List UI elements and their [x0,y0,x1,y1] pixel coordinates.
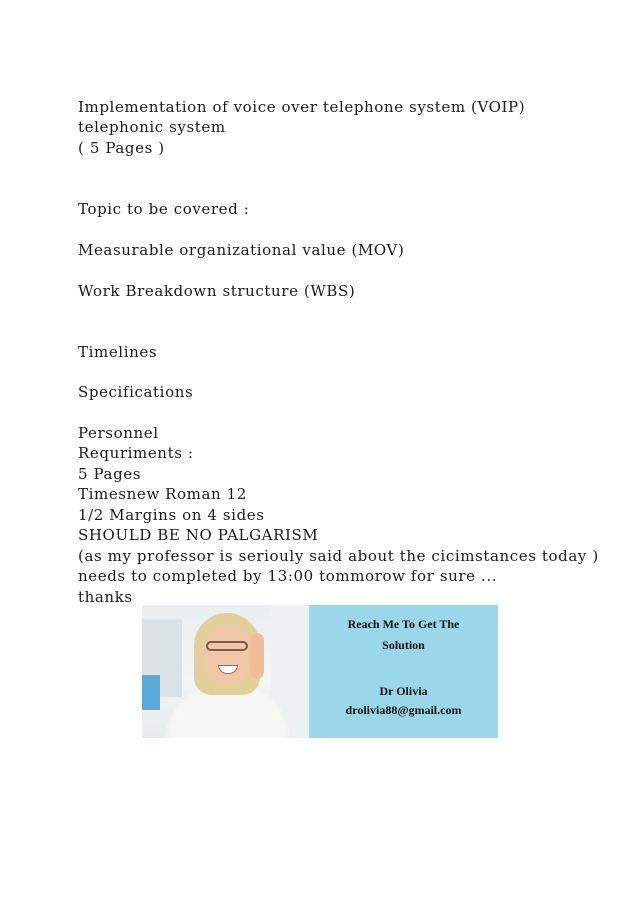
thanks-line: thanks [78,588,133,606]
title-line-2: telephonic system [78,118,226,136]
deadline-line: needs to completed by 13:00 tommorow for sure ... [78,567,498,585]
requirements-heading: Requriments : [78,444,194,462]
contact-banner [142,605,498,738]
requirement-pages: 5 Pages [78,465,142,483]
topic-timelines: Timelines [78,343,158,361]
banner-headline: Reach Me To Get The [347,617,460,631]
glasses-icon [206,641,248,651]
topic-wbs: Work Breakdown structure (WBS) [78,282,356,300]
title-line: Implementation of voice over telephone system (VOIP) [78,98,526,116]
requirement-font: Timesnew Roman 12 [78,485,247,503]
contact-email[interactable]: drolivia88@gmail.com [345,703,462,717]
page-count-line: ( 5 Pages ) [78,139,165,157]
requirement-margins: 1/2 Margins on 4 sides [78,506,265,524]
requirement-note: (as my professor is seriouly said about the cicimstances today ) [78,547,599,565]
topic-personnel: Personnel [78,424,159,442]
contact-name: Dr Olivia [379,684,428,698]
contact-info-panel [309,605,498,738]
topic-specifications: Specifications [78,383,194,401]
topic-mov: Measurable organizational value (MOV) [78,241,405,259]
woman-photo [142,605,309,738]
topics-heading: Topic to be covered : [78,200,250,218]
banner-headline-2: Solution [382,638,425,652]
requirement-plagiarism: SHOULD BE NO PALGARISM [78,526,319,544]
